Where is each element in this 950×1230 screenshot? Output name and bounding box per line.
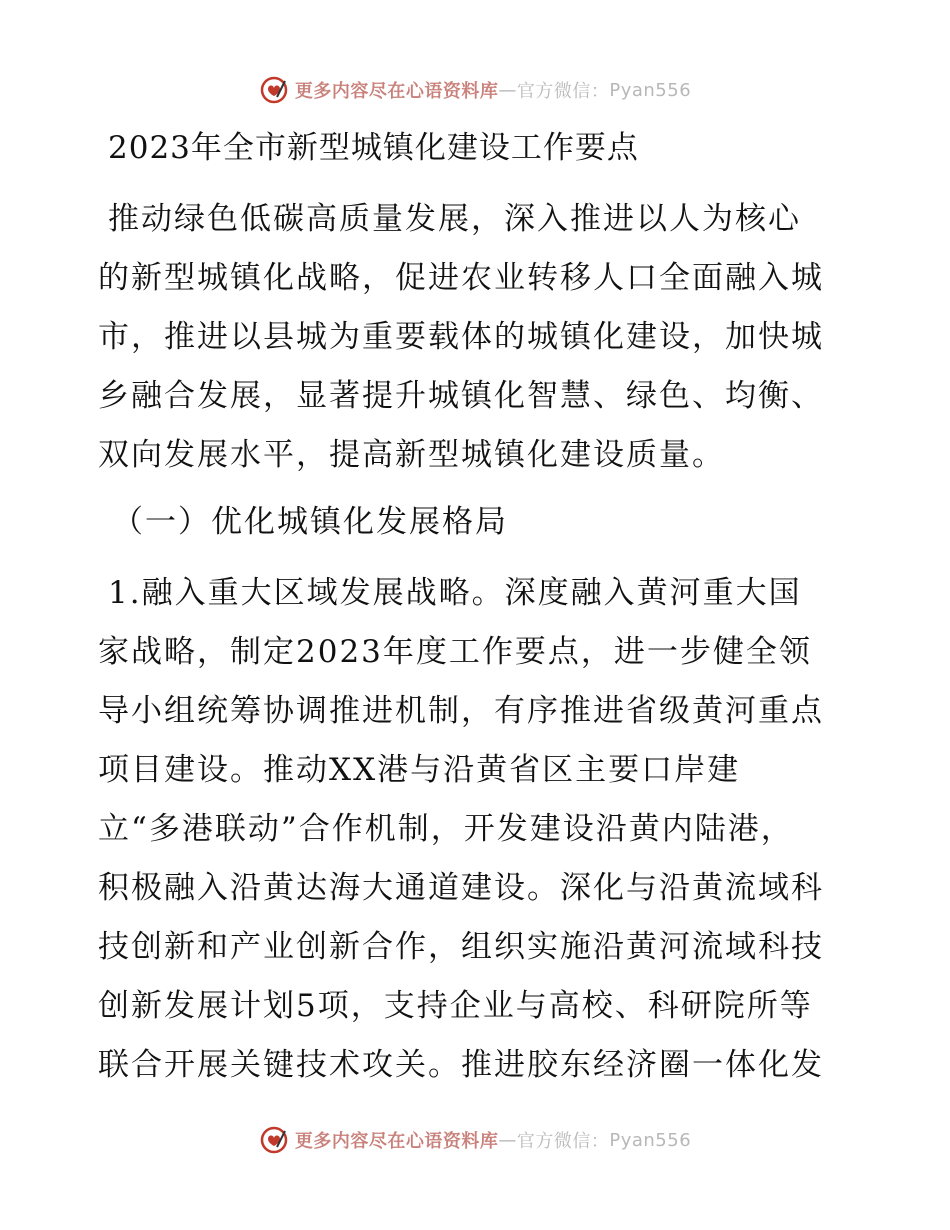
- intro-line: 的新型城镇化战略，促进农业转移人口全面融入城: [98, 260, 824, 296]
- heart-pen-logo-icon: [259, 1125, 289, 1155]
- intro-paragraph: [98, 190, 858, 485]
- watermark-footer: [0, 1120, 950, 1160]
- intro-line: 市，推进以县城为重要载体的城镇化建设，加快城: [98, 319, 824, 355]
- intro-line: 推动绿色低碳高质量发展，深入推进以人为核心: [108, 201, 801, 237]
- item1-line: 联合开展关键技术攻关。推进胶东经济圈一体化发: [98, 1047, 824, 1083]
- item1-line: 家战略，制定2023年度工作要点，进一步健全领: [98, 634, 812, 670]
- item1-line: 项目建设。推动XX港与沿黄省区主要口岸建: [98, 752, 741, 788]
- watermark-side-text: 官方微信：: [516, 1131, 610, 1152]
- watermark-side-text: 官方微信：: [516, 81, 610, 102]
- intro-line: 双向发展水平，提高新型城镇化建设质量。: [98, 437, 725, 473]
- watermark-main-text: 更多内容尽在心语资料库: [294, 81, 499, 102]
- watermark-separator: —: [498, 1129, 517, 1151]
- watermark-id: Pyan556: [609, 1129, 692, 1151]
- document-title: 2023年全市新型城镇化建设工作要点: [108, 130, 639, 166]
- item1-line: 积极融入沿黄达海大通道建设。深化与沿黄流域科: [98, 870, 824, 906]
- item1-line: 导小组统筹协调推进机制，有序推进省级黄河重点: [98, 693, 824, 729]
- item1-paragraph: [98, 564, 858, 1095]
- watermark-header: [0, 70, 950, 110]
- heart-pen-logo-icon: [259, 75, 289, 105]
- watermark-id: Pyan556: [609, 79, 692, 101]
- watermark-main-text: 更多内容尽在心语资料库: [294, 1131, 499, 1152]
- document-body: [98, 122, 858, 1095]
- item1-line: 创新发展计划5项，支持企业与高校、科研院所等: [98, 988, 813, 1024]
- intro-line: 乡融合发展，显著提升城镇化智慧、绿色、均衡、: [98, 378, 824, 414]
- item1-line: 立“多港联动”合作机制，开发建设沿黄内陆港，: [98, 811, 794, 847]
- item1-line: 技创新和产业创新合作，组织实施沿黄河流域科技: [98, 929, 824, 965]
- item1-line: 1.融入重大区域发展战略。深度融入黄河重大国: [108, 575, 802, 611]
- section-heading: （一）优化城镇化发展格局: [112, 504, 508, 540]
- watermark-separator: —: [498, 79, 517, 101]
